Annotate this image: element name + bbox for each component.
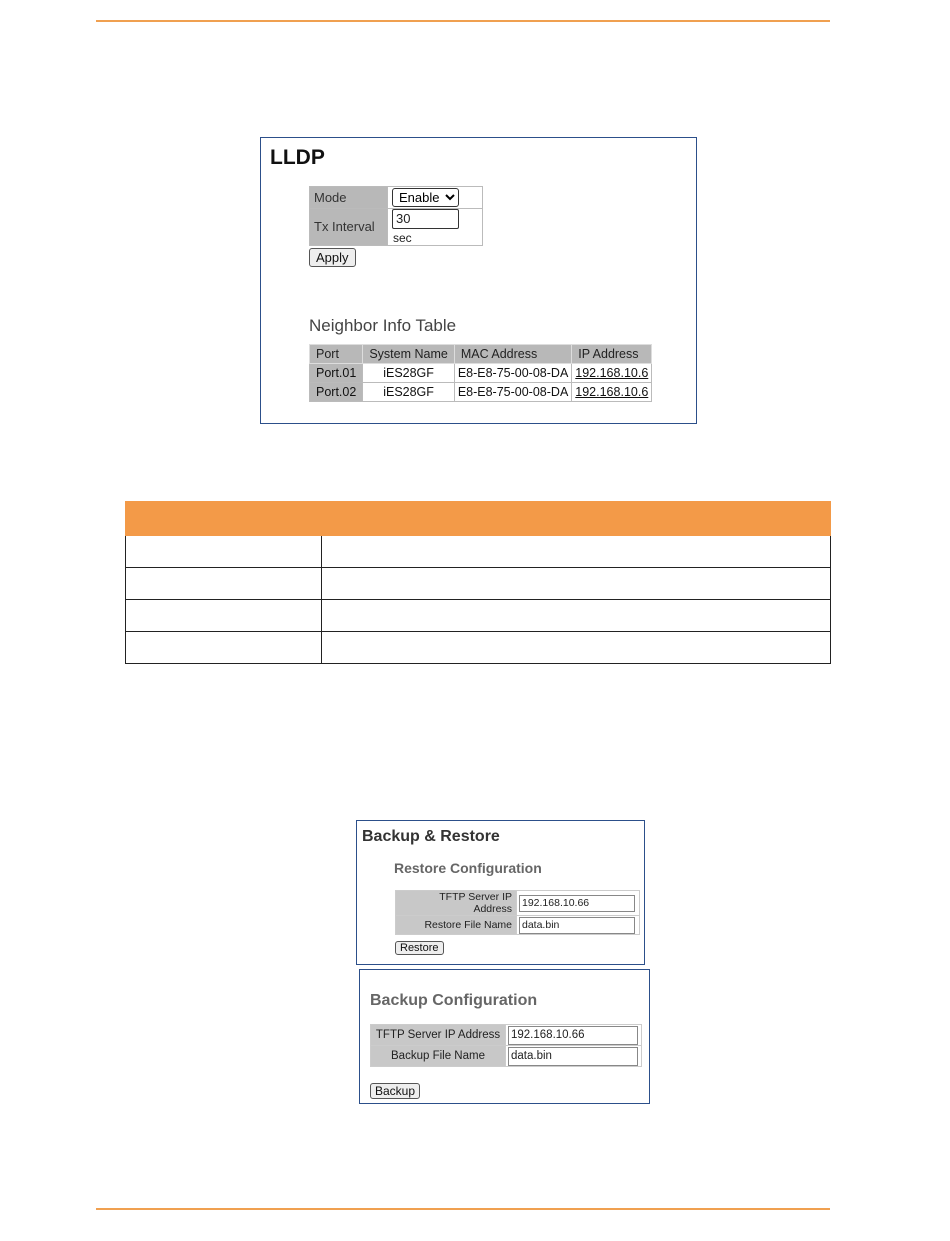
restore-server-cell [517, 891, 640, 916]
table-cell [126, 536, 322, 568]
restore-subtitle: Restore Configuration [394, 860, 542, 876]
neighbor-port: Port.01 [310, 364, 363, 383]
backup-button[interactable]: Backup [370, 1083, 420, 1099]
table-cell [322, 632, 831, 664]
backup-server-input[interactable]: 192.168.10.66 [508, 1026, 638, 1045]
mode-label: Mode [310, 187, 388, 209]
table-row [126, 600, 831, 632]
lldp-panel [260, 137, 697, 424]
description-table [125, 501, 831, 664]
neighbor-mac: E8-E8-75-00-08-DA [454, 364, 571, 383]
tx-interval-cell [388, 209, 483, 246]
backup-file-cell [506, 1046, 642, 1067]
header-port: Port [310, 345, 363, 364]
neighbor-ip-cell [572, 364, 652, 383]
backup-restore-title: Backup & Restore [362, 828, 500, 845]
restore-file-row [396, 916, 640, 935]
table-cell [126, 568, 322, 600]
backup-title: Backup Configuration [370, 992, 538, 1009]
table-row [126, 568, 831, 600]
neighbor-ip-link[interactable]: 192.168.10.6 [575, 366, 649, 380]
table-cell [322, 568, 831, 600]
apply-button[interactable]: Apply [309, 248, 356, 267]
table-cell [126, 600, 322, 632]
restore-file-label: Restore File Name [396, 916, 517, 935]
restore-file-input[interactable]: data.bin [519, 917, 635, 934]
restore-button[interactable]: Restore [395, 941, 444, 955]
neighbor-port: Port.02 [310, 383, 363, 402]
table-cell [322, 600, 831, 632]
mode-select[interactable] [392, 188, 459, 207]
tx-interval-label: Tx Interval [310, 209, 388, 246]
header-system-name: System Name [363, 345, 455, 364]
mode-row [310, 187, 483, 209]
table-row [310, 364, 652, 383]
neighbor-table-title: Neighbor Info Table [309, 316, 457, 335]
header-divider [96, 20, 830, 22]
table-row [126, 632, 831, 664]
backup-server-label: TFTP Server IP Address [371, 1025, 506, 1046]
neighbor-system-name: iES28GF [363, 364, 455, 383]
footer-divider [96, 1208, 830, 1210]
restore-server-label: TFTP Server IP Address [396, 891, 517, 916]
neighbor-mac: E8-E8-75-00-08-DA [454, 383, 571, 402]
neighbor-ip-link[interactable]: 192.168.10.6 [575, 385, 649, 399]
neighbor-ip-cell [572, 383, 652, 402]
mode-cell [388, 187, 483, 209]
tx-interval-input[interactable]: 30 [392, 209, 459, 229]
description-header-cell [322, 502, 831, 536]
backup-panel [359, 969, 650, 1104]
neighbor-header-row [310, 345, 652, 364]
lldp-title: LLDP [270, 146, 325, 169]
lldp-config-table [309, 186, 483, 246]
header-ip-address: IP Address [572, 345, 652, 364]
backup-server-row [371, 1025, 642, 1046]
tx-interval-row [310, 209, 483, 246]
description-header-cell [126, 502, 322, 536]
backup-file-row [371, 1046, 642, 1067]
header-mac-address: MAC Address [454, 345, 571, 364]
table-cell [322, 536, 831, 568]
table-row [310, 383, 652, 402]
neighbor-system-name: iES28GF [363, 383, 455, 402]
backup-server-cell [506, 1025, 642, 1046]
backup-form-table [370, 1024, 642, 1067]
restore-server-input[interactable]: 192.168.10.66 [519, 895, 635, 912]
table-cell [126, 632, 322, 664]
backup-file-label: Backup File Name [371, 1046, 506, 1067]
restore-panel [356, 820, 645, 965]
description-header-row [126, 502, 831, 536]
restore-server-row [396, 891, 640, 916]
restore-file-cell [517, 916, 640, 935]
backup-file-input[interactable]: data.bin [508, 1047, 638, 1066]
neighbor-table [309, 344, 652, 402]
tx-interval-unit: sec [393, 230, 412, 245]
restore-form-table [395, 890, 640, 935]
table-row [126, 536, 831, 568]
